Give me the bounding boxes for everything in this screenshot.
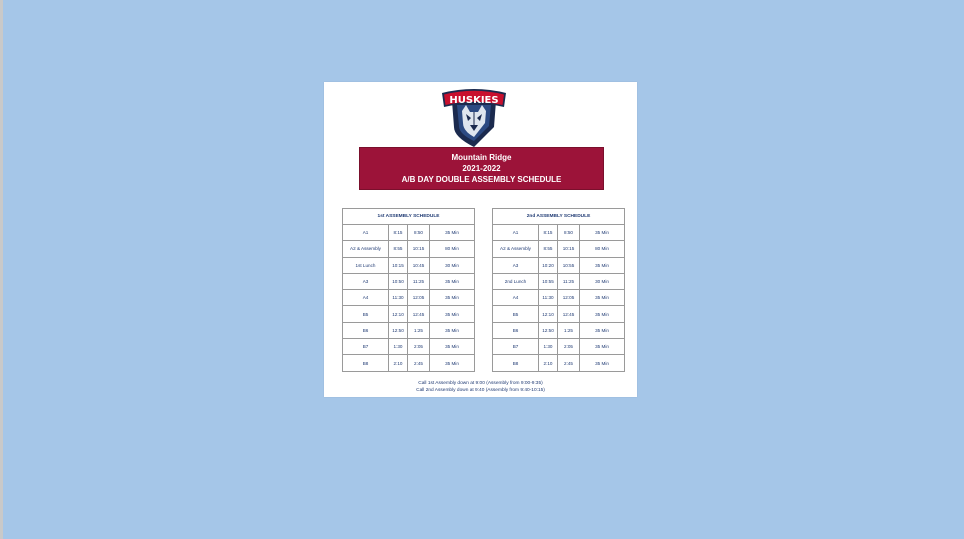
start-time: 11:30 <box>389 290 408 306</box>
duration: 35 Min <box>580 322 625 338</box>
start-time: 10:20 <box>539 257 558 273</box>
period-name: B5 <box>343 306 389 322</box>
duration: 35 Min <box>430 355 475 371</box>
schedule-title-banner <box>359 147 604 190</box>
table-row <box>493 322 625 338</box>
duration: 35 Min <box>580 257 625 273</box>
duration: 35 Min <box>430 290 475 306</box>
first-assembly-heading: 1st ASSEMBLY SCHEDULE <box>343 209 475 225</box>
end-time: 2:45 <box>558 355 580 371</box>
start-time: 2:10 <box>539 355 558 371</box>
duration: 35 Min <box>430 322 475 338</box>
window-edge <box>0 0 3 539</box>
table-row <box>343 257 475 273</box>
period-name: A1 <box>493 225 539 241</box>
duration: 35 Min <box>580 306 625 322</box>
start-time: 8:55 <box>389 241 408 257</box>
end-time: 12:05 <box>408 290 430 306</box>
duration: 35 Min <box>580 290 625 306</box>
period-name: A3 <box>343 273 389 289</box>
school-name: Mountain Ridge <box>451 153 512 162</box>
assembly-note-1: Call 1st Assembly down at 9:00 (Assembly from 9:00-9:35) <box>418 381 543 386</box>
period-name: B6 <box>493 322 539 338</box>
table-row <box>493 225 625 241</box>
duration: 30 Min <box>430 257 475 273</box>
start-time: 11:30 <box>539 290 558 306</box>
period-name: A1 <box>343 225 389 241</box>
end-time: 10:55 <box>558 257 580 273</box>
period-name: B5 <box>493 306 539 322</box>
school-year: 2021-2022 <box>462 164 501 173</box>
period-name: A4 <box>493 290 539 306</box>
end-time: 11:25 <box>408 273 430 289</box>
start-time: 8:15 <box>539 225 558 241</box>
end-time: 1:25 <box>558 322 580 338</box>
duration: 35 Min <box>430 225 475 241</box>
table-row <box>343 273 475 289</box>
start-time: 10:15 <box>389 257 408 273</box>
table-row <box>343 241 475 257</box>
table-row <box>493 290 625 306</box>
table-row <box>343 339 475 355</box>
table-row <box>493 273 625 289</box>
second-assembly-heading: 2nd ASSEMBLY SCHEDULE <box>493 209 625 225</box>
start-time: 10:50 <box>389 273 408 289</box>
end-time: 2:05 <box>558 339 580 355</box>
period-name: A4 <box>343 290 389 306</box>
duration: 35 Min <box>580 355 625 371</box>
start-time: 12:10 <box>389 306 408 322</box>
end-time: 12:45 <box>558 306 580 322</box>
table-row <box>493 241 625 257</box>
first-assembly-table <box>342 208 475 372</box>
start-time: 10:55 <box>539 273 558 289</box>
period-name: B8 <box>493 355 539 371</box>
duration: 35 Min <box>430 339 475 355</box>
table-row <box>493 306 625 322</box>
duration: 80 Min <box>580 241 625 257</box>
table-row <box>343 225 475 241</box>
period-name: A2 & Assembly <box>343 241 389 257</box>
table-row <box>493 339 625 355</box>
end-time: 12:05 <box>558 290 580 306</box>
assembly-note-2: Call 2nd Assembly down at 9:40 (Assembly from 9:40-10:15) <box>416 388 545 393</box>
end-time: 8:50 <box>558 225 580 241</box>
duration: 30 Min <box>580 273 625 289</box>
end-time: 8:50 <box>408 225 430 241</box>
start-time: 2:10 <box>389 355 408 371</box>
start-time: 8:15 <box>389 225 408 241</box>
duration: 35 Min <box>580 339 625 355</box>
period-name: B7 <box>343 339 389 355</box>
duration: 80 Min <box>430 241 475 257</box>
end-time: 2:45 <box>408 355 430 371</box>
table-row <box>343 322 475 338</box>
start-time: 8:55 <box>539 241 558 257</box>
period-name: A3 <box>493 257 539 273</box>
table-row <box>343 355 475 371</box>
end-time: 10:15 <box>558 241 580 257</box>
start-time: 12:50 <box>389 322 408 338</box>
start-time: 1:30 <box>389 339 408 355</box>
table-row <box>493 257 625 273</box>
start-time: 12:50 <box>539 322 558 338</box>
period-name: B8 <box>343 355 389 371</box>
second-assembly-table <box>492 208 625 372</box>
end-time: 10:15 <box>408 241 430 257</box>
end-time: 12:45 <box>408 306 430 322</box>
period-name: B7 <box>493 339 539 355</box>
husky-mascot-icon <box>438 85 510 147</box>
logo-wordmark: HUSKIES <box>449 95 499 106</box>
duration: 35 Min <box>430 273 475 289</box>
table-row <box>343 290 475 306</box>
end-time: 2:05 <box>408 339 430 355</box>
end-time: 11:25 <box>558 273 580 289</box>
schedule-title: A/B DAY DOUBLE ASSEMBLY SCHEDULE <box>401 175 562 184</box>
duration: 35 Min <box>580 225 625 241</box>
table-row <box>493 355 625 371</box>
period-name: B6 <box>343 322 389 338</box>
period-name: 1st Lunch <box>343 257 389 273</box>
period-name: A2 & Assembly <box>493 241 539 257</box>
end-time: 10:45 <box>408 257 430 273</box>
duration: 35 Min <box>430 306 475 322</box>
period-name: 2nd Lunch <box>493 273 539 289</box>
start-time: 12:10 <box>539 306 558 322</box>
start-time: 1:30 <box>539 339 558 355</box>
table-row <box>343 306 475 322</box>
end-time: 1:25 <box>408 322 430 338</box>
document-page <box>324 82 637 397</box>
